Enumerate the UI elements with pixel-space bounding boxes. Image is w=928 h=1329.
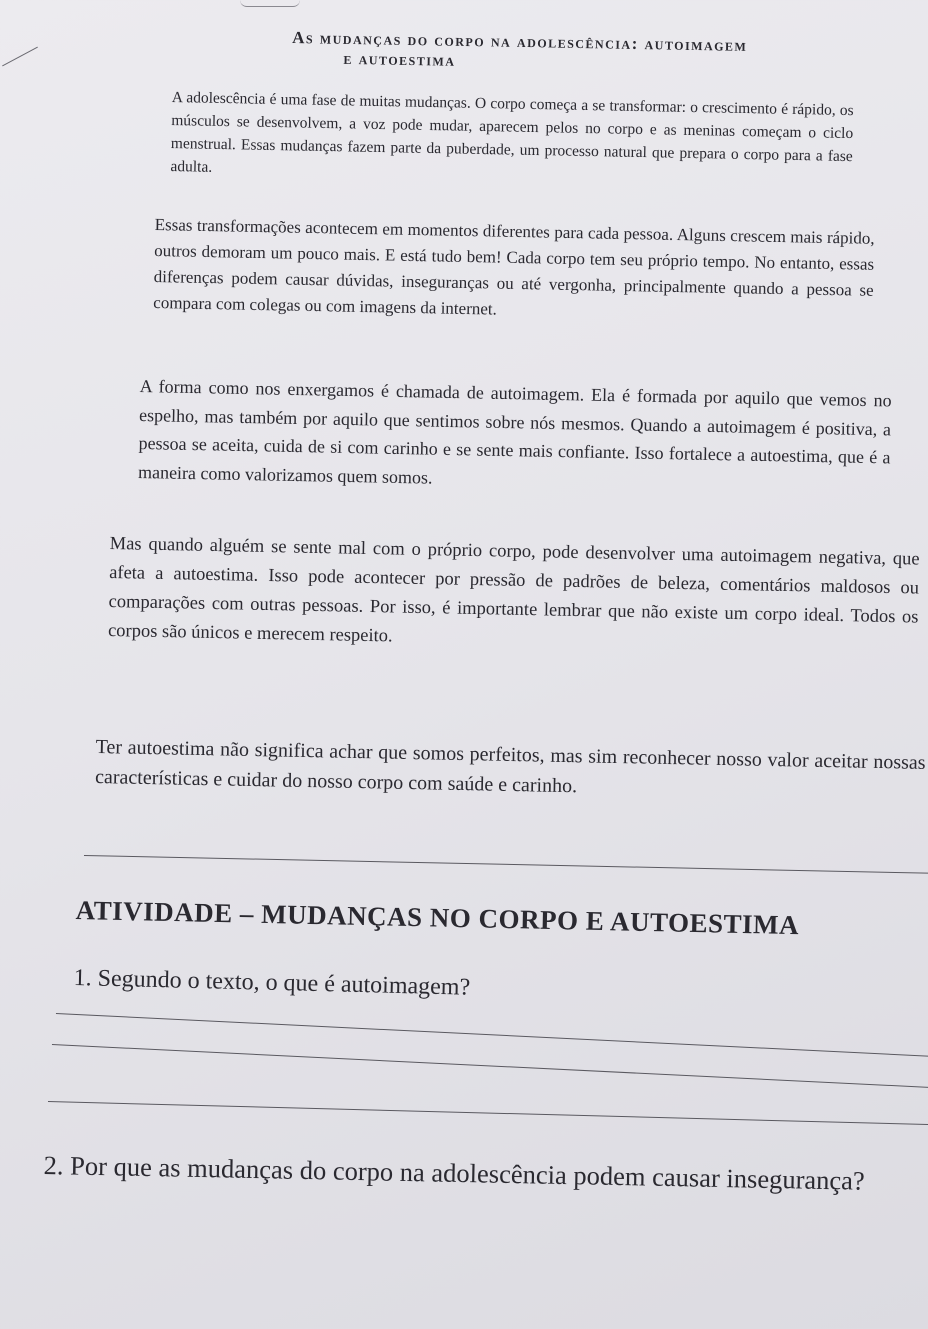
title-line-1: As mudanças do corpo na adolescência: autoimagem <box>292 27 748 55</box>
document-header <box>180 26 860 70</box>
paragraph-2: Essas transformações acontecem em momentos diferentes para cada pessoa. Alguns crescem mais rápido, outros demoram um pouco mais. E está tudo bem! Cada corpo tem seu próprio tempo. No entanto, essas diferenças podem causar dúvidas, inseguranças ou até vergonha, principalmente quando a pessoa se compara com colegas ou com imagens da internet. <box>153 214 875 319</box>
paragraph-5: Ter autoestima não significa achar que somos perfeitos, mas sim reconhecer nosso valor aceitar nossas características e cuidar do nosso corpo com saúde e carinho. <box>94 735 926 798</box>
section-divider <box>84 855 928 874</box>
question-2: 2. Por que as mudanças do corpo na adolescência podem causar insegurança? <box>43 1150 866 1196</box>
activity-title: ATIVIDADE – MUDANÇAS NO CORPO E AUTOESTIMA <box>75 895 800 941</box>
answer-line <box>52 1044 928 1088</box>
paragraph-3: A forma como nos enxergamos é chamada de autoimagem. Ela é formada por aquilo que vemos no espelho, mas também por aquilo que sentimos sobre nós mesmos. Quando a autoimagem é positiva, a pessoa se aceita, cuida de si com carinho e se sente mais confiante. Isso fortalece a autoestima, que é a maneira como valorizamos quem somos. <box>137 375 892 488</box>
title-line-2: e autoestima <box>343 48 456 70</box>
top-scribble-mark <box>240 0 300 7</box>
answer-line <box>48 1101 928 1125</box>
question-1: 1. Segundo o texto, o que é autoimagem? <box>73 965 471 1001</box>
document-title <box>179 26 860 78</box>
paragraph-1: A adolescência é uma fase de muitas mudanças. O corpo começa a se transformar: o crescimento é rápido, os músculos se desenvolvem, a voz pode mudar, aparecem pelos no corpo e as meninas começam o ciclo menstrual. Essas mudanças fazem parte da puberdade, um processo natural que prepara o corpo para a fase adulta. <box>170 88 854 176</box>
paragraph-4: Mas quando alguém se sente mal com o próprio corpo, pode desenvolver uma autoimagem negativa, que afeta a autoestima. Isso pode acontecer por pressão de padrões de beleza, comentários maldosos ou comparações com outras pessoas. Por isso, é importante lembrar que não existe um corpo ideal. Todos os corpos são únicos e merecem respeito. <box>107 533 920 647</box>
